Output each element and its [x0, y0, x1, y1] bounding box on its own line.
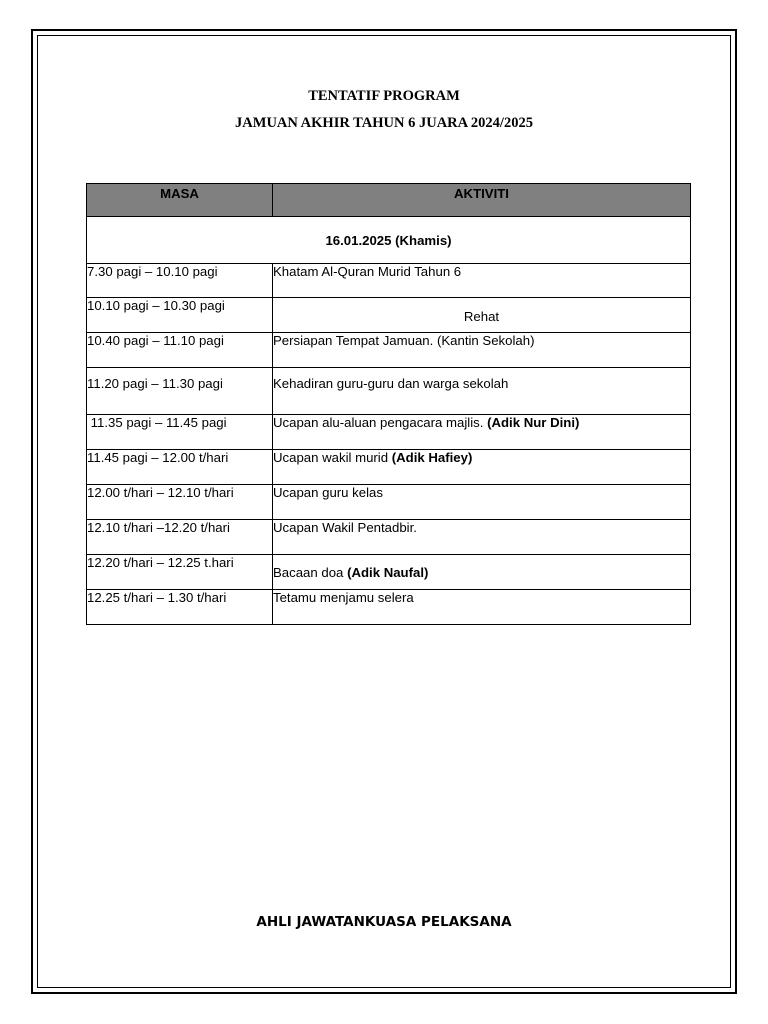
table-row — [87, 333, 691, 368]
schedule-table — [86, 183, 691, 625]
time-cell: 12.25 t/hari – 1.30 t/hari — [87, 590, 273, 625]
date-cell: 16.01.2025 (Khamis) — [87, 217, 691, 264]
activity-text: Ucapan Wakil Pentadbir. — [273, 520, 417, 535]
activity-text: Persiapan Tempat Jamuan. (Kantin Sekolah) — [273, 333, 535, 348]
activity-speaker: (Adik Nur Dini) — [487, 415, 580, 430]
table-row — [87, 450, 691, 485]
activity-cell — [273, 555, 691, 590]
activity-speaker: (Adik Hafiey) — [391, 450, 473, 465]
activity-speaker: (Adik Naufal) — [347, 565, 429, 580]
committee-heading: AHLI JAWATANKUASA PELAKSANA — [256, 914, 512, 930]
activity-cell — [273, 333, 691, 368]
column-header-masa: MASA — [87, 184, 273, 217]
table-header-row — [87, 184, 691, 217]
date-row — [87, 217, 691, 264]
table-row — [87, 485, 691, 520]
time-cell: 12.00 t/hari – 12.10 t/hari — [87, 485, 273, 520]
activity-text: Khatam Al-Quran Murid Tahun 6 — [273, 264, 462, 279]
table-row — [87, 555, 691, 590]
time-cell: 12.20 t/hari – 12.25 t.hari — [87, 555, 273, 590]
activity-text: Bacaan doa — [273, 565, 348, 580]
time-cell: 7.30 pagi – 10.10 pagi — [87, 264, 273, 298]
time-cell: 11.45 pagi – 12.00 t/hari — [87, 450, 273, 485]
table-row — [87, 520, 691, 555]
activity-cell — [273, 590, 691, 625]
activity-text: Kehadiran guru-guru dan warga sekolah — [273, 376, 509, 391]
document-title: TENTATIF PROGRAM — [308, 88, 460, 104]
activity-cell — [273, 485, 691, 520]
time-cell: 10.10 pagi – 10.30 pagi — [87, 298, 273, 333]
activity-cell — [273, 450, 691, 485]
table-row — [87, 590, 691, 625]
activity-cell — [273, 298, 691, 333]
time-cell: 11.35 pagi – 11.45 pagi — [87, 415, 273, 450]
activity-text: Ucapan alu-aluan pengacara majlis. — [273, 415, 488, 430]
activity-cell — [273, 520, 691, 555]
activity-text: Rehat — [463, 309, 500, 324]
table-row — [87, 298, 691, 333]
activity-text: Tetamu menjamu selera — [273, 590, 414, 605]
activity-text: Ucapan wakil murid — [273, 450, 392, 465]
time-cell: 10.40 pagi – 11.10 pagi — [87, 333, 273, 368]
table-row — [87, 415, 691, 450]
time-cell: 12.10 t/hari –12.20 t/hari — [87, 520, 273, 555]
time-cell: 11.20 pagi – 11.30 pagi — [87, 368, 273, 415]
activity-cell — [273, 415, 691, 450]
activity-cell — [273, 368, 691, 415]
document-subtitle: JAMUAN AKHIR TAHUN 6 JUARA 2024/2025 — [235, 115, 533, 131]
column-header-aktiviti: AKTIVITI — [273, 184, 691, 217]
table-row — [87, 264, 691, 298]
activity-text: Ucapan guru kelas — [273, 485, 383, 500]
activity-cell — [273, 264, 691, 298]
table-row — [87, 368, 691, 415]
